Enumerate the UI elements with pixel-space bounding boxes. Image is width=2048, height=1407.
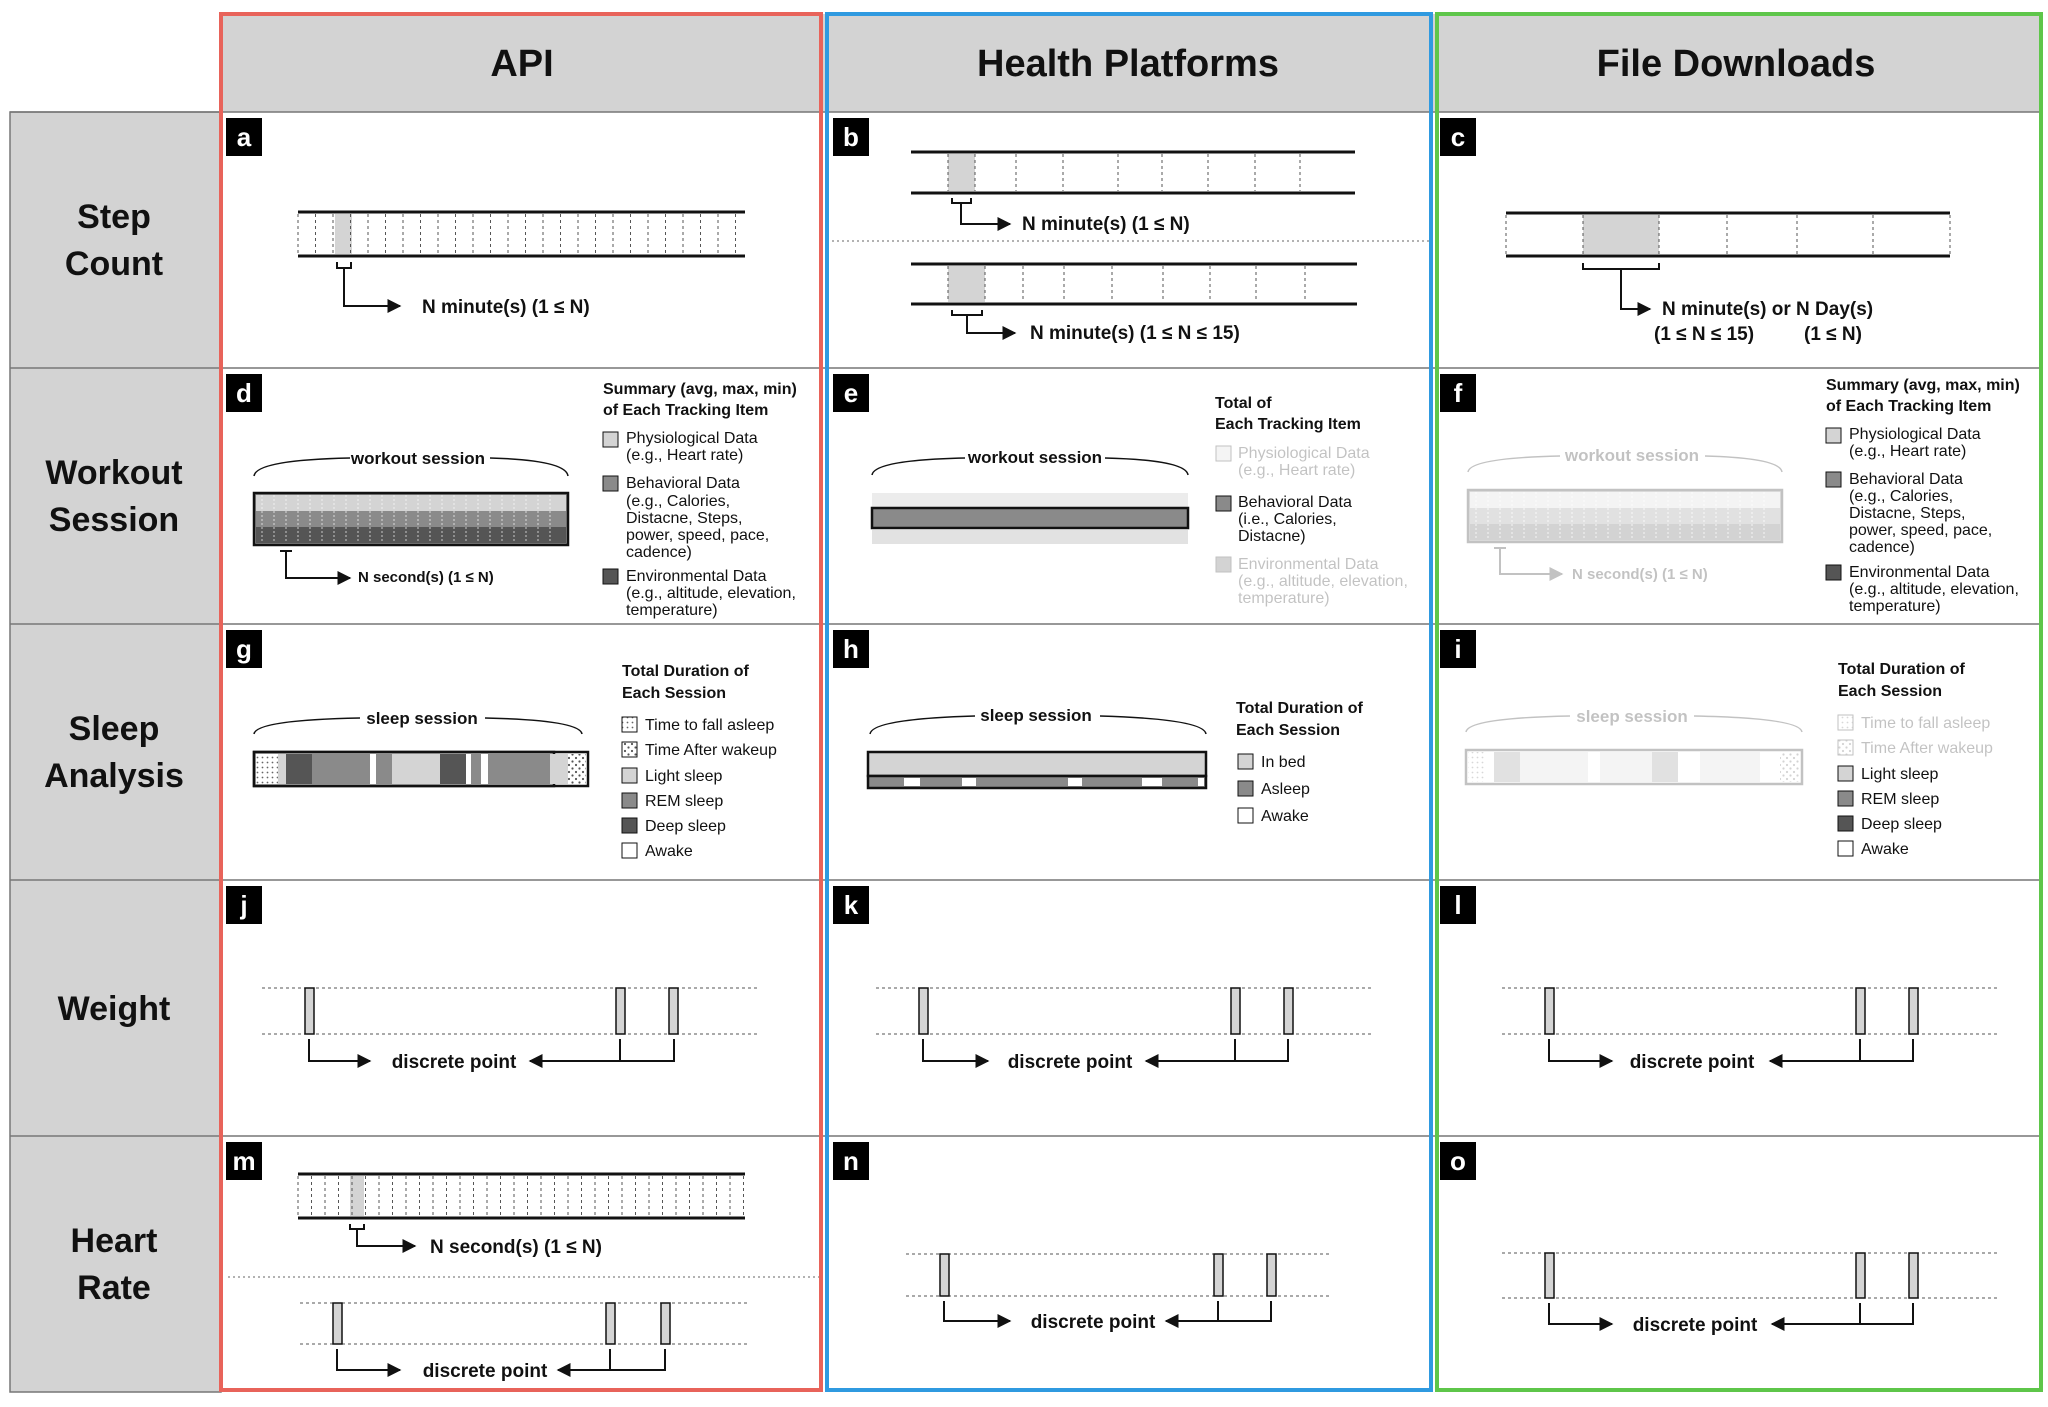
svg-text:Each Session: Each Session — [622, 685, 727, 702]
svg-text:m: m — [232, 1146, 256, 1176]
svg-text:Each Session: Each Session — [1236, 722, 1341, 739]
panel-label-k — [833, 886, 869, 924]
row-title-workout: Workout — [45, 454, 183, 492]
svg-text:of Each Tracking Item: of Each Tracking Item — [1826, 398, 1992, 415]
row-dividers — [10, 112, 2041, 1136]
panel-i-sleep-file — [1466, 661, 1993, 858]
svg-text:d: d — [236, 378, 252, 408]
panel-m-heart-api — [228, 1174, 820, 1382]
svg-text:N minute(s) (1 ≤ N): N minute(s) (1 ≤ N) — [422, 297, 590, 318]
svg-text:Total Duration of: Total Duration of — [1236, 700, 1363, 717]
panel-g-sleep-api — [254, 663, 777, 860]
panel-a-step-api — [298, 212, 745, 318]
svg-text:discrete point: discrete point — [1632, 1315, 1758, 1336]
svg-text:Deep sleep: Deep sleep — [1861, 816, 1942, 833]
panel-label-b — [833, 118, 869, 156]
svg-text:Time to fall asleep: Time to fall asleep — [1861, 715, 1991, 732]
svg-text:j: j — [240, 890, 248, 920]
panel-label-o — [1440, 1142, 1476, 1180]
panel-label-h — [833, 630, 869, 668]
panel-k-weight-health — [876, 988, 1372, 1073]
svg-text:N second(s) (1 ≤ N): N second(s) (1 ≤ N) — [358, 569, 494, 586]
svg-text:Total of: Total of — [1215, 395, 1272, 412]
panel-label-a — [226, 118, 262, 156]
svg-text:(1 ≤ N ≤ 15): (1 ≤ N ≤ 15) — [1654, 324, 1755, 345]
svg-text:sleep session: sleep session — [980, 706, 1092, 725]
svg-text:power, speed, pace,: power, speed, pace, — [626, 527, 770, 544]
svg-text:discrete point: discrete point — [1629, 1052, 1755, 1073]
svg-text:N minute(s) (1 ≤ N): N minute(s) (1 ≤ N) — [1022, 214, 1190, 235]
svg-text:Physiological Data: Physiological Data — [1849, 426, 1981, 443]
svg-text:Environmental Data: Environmental Data — [1238, 556, 1379, 573]
row-title-sleep: Sleep — [68, 710, 160, 748]
panel-l-weight-file — [1502, 988, 2000, 1073]
svg-text:In bed: In bed — [1261, 754, 1306, 771]
svg-text:Each Tracking Item: Each Tracking Item — [1215, 416, 1361, 433]
svg-text:(e.g., altitude, elevation,: (e.g., altitude, elevation, — [1238, 573, 1408, 590]
svg-text:discrete point: discrete point — [1030, 1312, 1156, 1333]
panel-o-heart-file — [1502, 1253, 2000, 1336]
panel-f-workout-file — [1468, 377, 2020, 615]
svg-text:Time to fall asleep: Time to fall asleep — [645, 717, 775, 734]
svg-text:sleep session: sleep session — [1576, 707, 1688, 726]
svg-text:N minute(s) or N Day(s): N minute(s) or N Day(s) — [1662, 299, 1874, 320]
panel-label-f — [1440, 374, 1476, 412]
svg-text:l: l — [1454, 890, 1462, 920]
svg-text:(e.g., Heart rate): (e.g., Heart rate) — [626, 447, 744, 464]
svg-text:N minute(s) (1 ≤ N ≤ 15): N minute(s) (1 ≤ N ≤ 15) — [1030, 323, 1240, 344]
row-title-heart: Heart — [70, 1222, 158, 1260]
svg-text:Awake: Awake — [1861, 841, 1909, 858]
svg-text:(e.g., Calories,: (e.g., Calories, — [626, 493, 731, 510]
svg-text:Deep sleep: Deep sleep — [645, 818, 726, 835]
svg-text:Light sleep: Light sleep — [1861, 766, 1939, 783]
svg-text:cadence): cadence) — [626, 544, 692, 561]
svg-text:Total Duration of: Total Duration of — [622, 663, 749, 680]
panel-label-d — [226, 374, 262, 412]
svg-text:f: f — [1453, 378, 1463, 408]
svg-text:Behavioral Data: Behavioral Data — [626, 475, 740, 492]
svg-text:Physiological Data: Physiological Data — [1238, 445, 1370, 462]
svg-text:workout session: workout session — [350, 449, 486, 468]
panel-n-heart-health — [906, 1254, 1330, 1333]
svg-text:Each Session: Each Session — [1838, 683, 1943, 700]
svg-text:(e.g., altitude, elevation,: (e.g., altitude, elevation, — [1849, 581, 2019, 598]
panel-h-sleep-health — [868, 700, 1363, 825]
svg-text:Summary (avg, max, min): Summary (avg, max, min) — [603, 381, 797, 398]
svg-text:discrete point: discrete point — [391, 1052, 517, 1073]
panel-label-g — [226, 630, 262, 668]
svg-text:(1 ≤ N): (1 ≤ N) — [1804, 324, 1862, 345]
panel-e-workout-health — [872, 395, 1408, 607]
row-title-session: Session — [48, 501, 180, 539]
row-title-analysis: Analysis — [44, 757, 184, 795]
svg-text:Behavioral Data: Behavioral Data — [1849, 471, 1963, 488]
svg-text:(e.g., altitude, elevation,: (e.g., altitude, elevation, — [626, 585, 796, 602]
svg-text:n: n — [843, 1146, 859, 1176]
svg-text:g: g — [236, 634, 252, 664]
svg-text:Distacne): Distacne) — [1238, 528, 1306, 545]
svg-text:i: i — [1454, 634, 1462, 664]
panel-label-m — [226, 1142, 262, 1180]
svg-text:Awake: Awake — [645, 843, 693, 860]
svg-text:Behavioral Data: Behavioral Data — [1238, 494, 1352, 511]
svg-text:discrete point: discrete point — [422, 1361, 548, 1382]
svg-text:N second(s) (1 ≤ N): N second(s) (1 ≤ N) — [1572, 566, 1708, 583]
svg-text:(i.e., Calories,: (i.e., Calories, — [1238, 511, 1337, 528]
svg-text:Distacne, Steps,: Distacne, Steps, — [626, 510, 743, 527]
panel-label-n — [833, 1142, 869, 1180]
svg-text:Environmental Data: Environmental Data — [1849, 564, 1990, 581]
column-title-file-downloads: File Downloads — [1596, 43, 1876, 85]
column-title-health-platforms: Health Platforms — [977, 43, 1279, 85]
svg-text:workout session: workout session — [1564, 446, 1700, 465]
svg-text:temperature): temperature) — [1849, 598, 1941, 615]
svg-text:Asleep: Asleep — [1261, 781, 1310, 798]
svg-text:of Each Tracking Item: of Each Tracking Item — [603, 402, 769, 419]
row-header-bg — [10, 112, 221, 1392]
svg-text:cadence): cadence) — [1849, 539, 1915, 556]
svg-text:h: h — [843, 634, 859, 664]
panel-j-weight-api — [262, 988, 760, 1073]
column-frame-file-downloads — [1437, 14, 2041, 1390]
svg-text:Summary (avg, max, min): Summary (avg, max, min) — [1826, 377, 2020, 394]
svg-text:Awake: Awake — [1261, 808, 1309, 825]
svg-text:Physiological Data: Physiological Data — [626, 430, 758, 447]
svg-text:c: c — [1450, 122, 1466, 152]
svg-text:discrete point: discrete point — [1007, 1052, 1133, 1073]
panel-label-l — [1440, 886, 1476, 924]
svg-text:workout session: workout session — [967, 448, 1103, 467]
panel-label-c — [1440, 118, 1476, 156]
panel-c-step-file — [1506, 213, 1950, 345]
panel-label-j — [226, 886, 262, 924]
svg-text:Environmental Data: Environmental Data — [626, 568, 767, 585]
svg-text:(e.g., Calories,: (e.g., Calories, — [1849, 488, 1954, 505]
row-title-step: Step — [77, 198, 151, 236]
row-title-rate: Rate — [77, 1269, 151, 1307]
svg-text:Total Duration of: Total Duration of — [1838, 661, 1965, 678]
svg-text:sleep session: sleep session — [366, 709, 478, 728]
svg-text:Light sleep: Light sleep — [645, 768, 723, 785]
svg-text:Time After wakeup: Time After wakeup — [645, 742, 777, 759]
panel-label-i — [1440, 630, 1476, 668]
column-title-api: API — [490, 43, 554, 85]
svg-text:k: k — [843, 890, 859, 920]
svg-text:power, speed, pace,: power, speed, pace, — [1849, 522, 1993, 539]
panel-label-e — [833, 374, 869, 412]
svg-text:temperature): temperature) — [626, 602, 718, 619]
svg-text:Distacne, Steps,: Distacne, Steps, — [1849, 505, 1966, 522]
svg-text:e: e — [843, 378, 859, 408]
svg-text:Time After wakeup: Time After wakeup — [1861, 740, 1993, 757]
svg-text:REM sleep: REM sleep — [645, 793, 724, 810]
svg-text:N second(s) (1 ≤ N): N second(s) (1 ≤ N) — [430, 1237, 602, 1258]
svg-text:b: b — [843, 122, 859, 152]
row-title-count: Count — [64, 245, 164, 283]
svg-text:temperature): temperature) — [1238, 590, 1330, 607]
row-title-weight: Weight — [57, 990, 171, 1028]
svg-text:a: a — [236, 122, 252, 152]
svg-text:REM sleep: REM sleep — [1861, 791, 1940, 808]
svg-text:(e.g., Heart rate): (e.g., Heart rate) — [1849, 443, 1967, 460]
svg-text:(e.g., Heart rate): (e.g., Heart rate) — [1238, 462, 1356, 479]
panel-d-workout-api — [254, 381, 797, 619]
panel-b-step-health — [832, 152, 1430, 344]
svg-text:o: o — [1450, 1146, 1466, 1176]
